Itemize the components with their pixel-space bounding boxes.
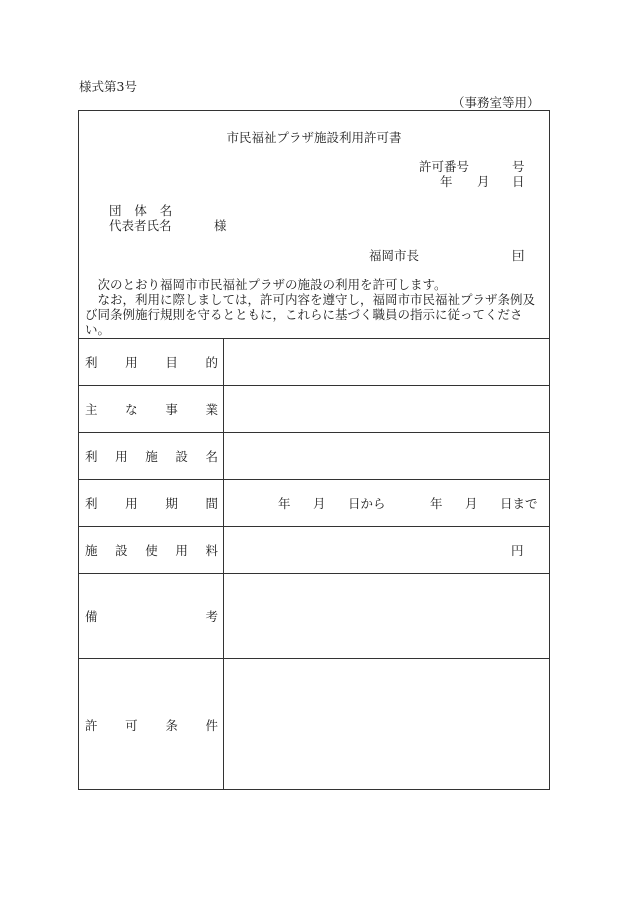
period-from-day: 日から [348,496,386,511]
row-main-business [79,385,549,432]
period-from-year: 年 [278,496,291,511]
body-line-2: なお，利用に際しましては，許可内容を遵守し，福岡市市民福祉プラザ条例及び同条例施行規則を守るとともに，これらに基づく職員の指示に従ってください。 [85,292,536,337]
permit-number-label: 許可番号 [419,159,470,174]
permit-number-suffix: 号 [512,159,525,174]
row-purpose [79,338,549,385]
permit-conditions-field[interactable] [225,659,549,790]
remarks-field[interactable] [225,574,549,658]
row-permit-conditions [79,658,549,790]
period-to-year: 年 [430,496,443,511]
fee-unit: 円 [511,543,524,558]
usage-fee-field[interactable] [225,527,549,573]
period-to-day: 日まで [500,496,538,511]
permit-body-text [85,277,545,337]
permit-form [78,110,550,790]
period-from-month: 月 [313,496,326,511]
representative-name-label: 代表者氏名 [109,218,172,233]
purpose-field[interactable] [225,339,549,385]
row-label-main-business: 主 な 事 業 [79,386,224,432]
period-field[interactable] [225,480,549,526]
form-number: 様式第3号 [79,79,137,94]
row-period [79,479,549,526]
row-label-permit-conditions: 許 可 条 件 [79,659,224,790]
row-remarks [79,573,549,658]
body-line-1: 次のとおり福岡市市民福祉プラザの施設の利用を許可します。 [97,277,447,292]
document-title: 市民福祉プラザ施設利用許可書 [226,130,402,145]
permit-date-year: 年 [440,174,453,189]
row-facility-name [79,432,549,479]
row-label-facility-name: 利 用 施 設 名 [79,433,224,479]
permit-date-day: 日 [512,174,525,189]
row-label-remarks: 備 考 [79,574,224,658]
permit-date-month: 月 [477,174,490,189]
row-label-usage-fee: 施 設 使 用 料 [79,527,224,573]
period-to-month: 月 [465,496,478,511]
group-name-label: 団 体 名 [109,203,173,218]
representative-honorific: 様 [214,218,227,233]
permit-header [79,111,549,338]
facility-name-field[interactable] [225,433,549,479]
row-usage-fee [79,526,549,573]
issuer-seal-mark: 囙 [512,248,525,263]
issuer-title: 福岡市長 [369,248,420,263]
row-label-period: 利 用 期 間 [79,480,224,526]
row-label-purpose: 利 用 目 的 [79,339,224,385]
main-business-field[interactable] [225,386,549,432]
office-use-note: （事務室等用） [452,95,540,110]
